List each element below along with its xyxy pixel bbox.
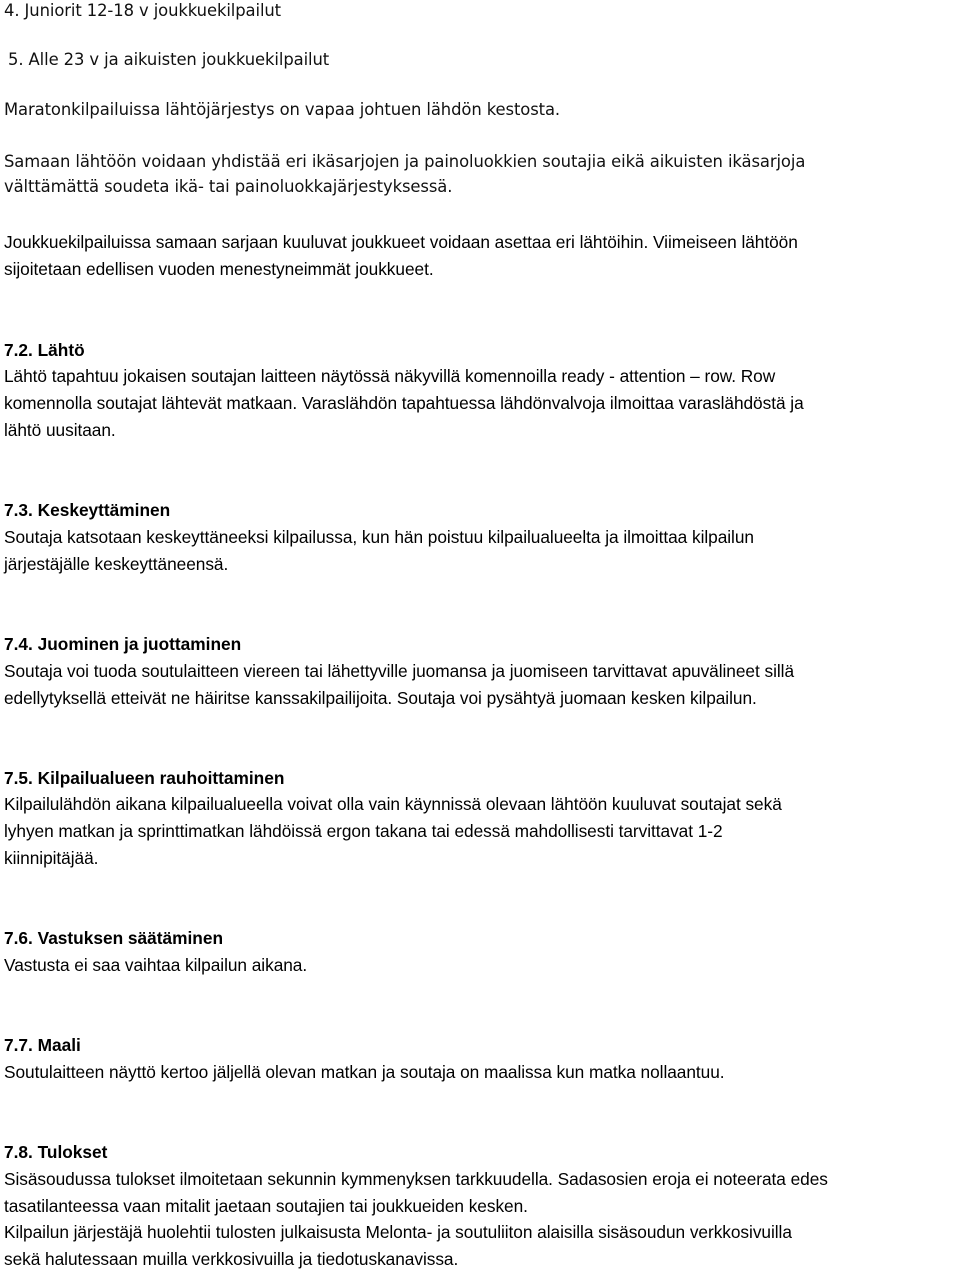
paragraph-marathon: Maratonkilpailuissa lähtöjärjestys on vapaa johtuen lähdön kestosta. bbox=[4, 100, 561, 119]
paragraph-team-line-1: Joukkuekilpailuissa samaan sarjaan kuuluvat joukkueet voidaan asettaa eri lähtöihin. Viimeiseen lähtöön bbox=[4, 232, 798, 252]
section-text-drinking-line-1: Soutaja voi tuoda soutulaitteen viereen tai lähettyville juomansa ja juomiseen tarvittavat apuvälineet sillä bbox=[4, 661, 795, 681]
paragraph-team-line-2: sijoitetaan edellisen vuoden menestyneimmät joukkueet. bbox=[4, 259, 434, 279]
list-item-juniors: 4. Juniorit 12-18 v joukkuekilpailut bbox=[4, 1, 282, 20]
section-text-drinking-line-2: edellytyksellä etteivät ne häiritse kanssakilpailijoita. Soutaja voi pysähtyä juomaan kesken kilpailun. bbox=[4, 688, 757, 708]
section-heading-results: 7.8. Tulokset bbox=[4, 1142, 108, 1162]
section-text-dnf-line-1: Soutaja katsotaan keskeyttäneeksi kilpailussa, kun hän poistuu kilpailualueelta ja ilmoittaa kilpailun bbox=[4, 527, 754, 547]
section-heading-start: 7.2. Lähtö bbox=[4, 340, 85, 360]
section-text-area-line-3: kiinnipitäjää. bbox=[4, 848, 99, 868]
section-text-resistance-line-1: Vastusta ei saa vaihtaa kilpailun aikana. bbox=[4, 955, 308, 975]
section-heading-area: 7.5. Kilpailualueen rauhoittaminen bbox=[4, 768, 285, 788]
section-text-finish-line-1: Soutulaitteen näyttö kertoo jäljellä olevan matkan ja soutaja on maalissa kun matka nollaantuu. bbox=[4, 1062, 725, 1082]
section-heading-resistance: 7.6. Vastuksen säätäminen bbox=[4, 928, 224, 948]
section-heading-dnf: 7.3. Keskeyttäminen bbox=[4, 500, 171, 520]
section-text-start-line-3: lähtö uusitaan. bbox=[4, 420, 116, 440]
section-text-dnf-line-2: järjestäjälle keskeyttäneensä. bbox=[4, 554, 229, 574]
section-text-area-line-1: Kilpailulähdön aikana kilpailualueella voivat olla vain käynnissä olevaan lähtöön kuuluvat soutajat sekä bbox=[4, 794, 782, 814]
section-text-start-line-2: komennolla soutajat lähtevät matkaan. Varaslähdön tapahtuessa lähdönvalvoja ilmoittaa varaslähdöstä ja bbox=[4, 393, 804, 413]
section-heading-drinking: 7.4. Juominen ja juottaminen bbox=[4, 634, 242, 654]
section-text-area-line-2: lyhyen matkan ja sprinttimatkan lähdöissä ergon takana tai edessä mahdollisesti tarvittavat 1-2 bbox=[4, 821, 723, 841]
section-text-results-line-4: sekä halutessaan muilla verkkosivuilla ja tiedotuskanavissa. bbox=[4, 1249, 459, 1269]
section-text-results-line-2: tasatilanteessa vaan mitalit jaetaan soutajien tai joukkueiden kesken. bbox=[4, 1196, 528, 1216]
section-text-results-line-3: Kilpailun järjestäjä huolehtii tulosten julkaisusta Melonta- ja soutuliiton alaisilla sisäsoudun verkkosivuilla bbox=[4, 1222, 792, 1242]
section-text-start-line-1: Lähtö tapahtuu jokaisen soutajan laitteen näytössä näkyvillä komennoilla ready - attention – row. Row bbox=[4, 366, 776, 386]
section-text-results-line-1: Sisäsoudussa tulokset ilmoitetaan sekunnin kymmenyksen tarkkuudella. Sadasosien eroja ei noteerata edes bbox=[4, 1169, 828, 1189]
paragraph-combine-line-1: Samaan lähtöön voidaan yhdistää eri ikäsarjojen ja painoluokkien soutajia eikä aikuisten ikäsarjoja bbox=[4, 152, 806, 171]
list-item-adults: 5. Alle 23 v ja aikuisten joukkuekilpailut bbox=[8, 50, 330, 69]
paragraph-combine-line-2: välttämättä soudeta ikä- tai painoluokkajärjestyksessä. bbox=[4, 177, 453, 196]
section-heading-finish: 7.7. Maali bbox=[4, 1035, 81, 1055]
